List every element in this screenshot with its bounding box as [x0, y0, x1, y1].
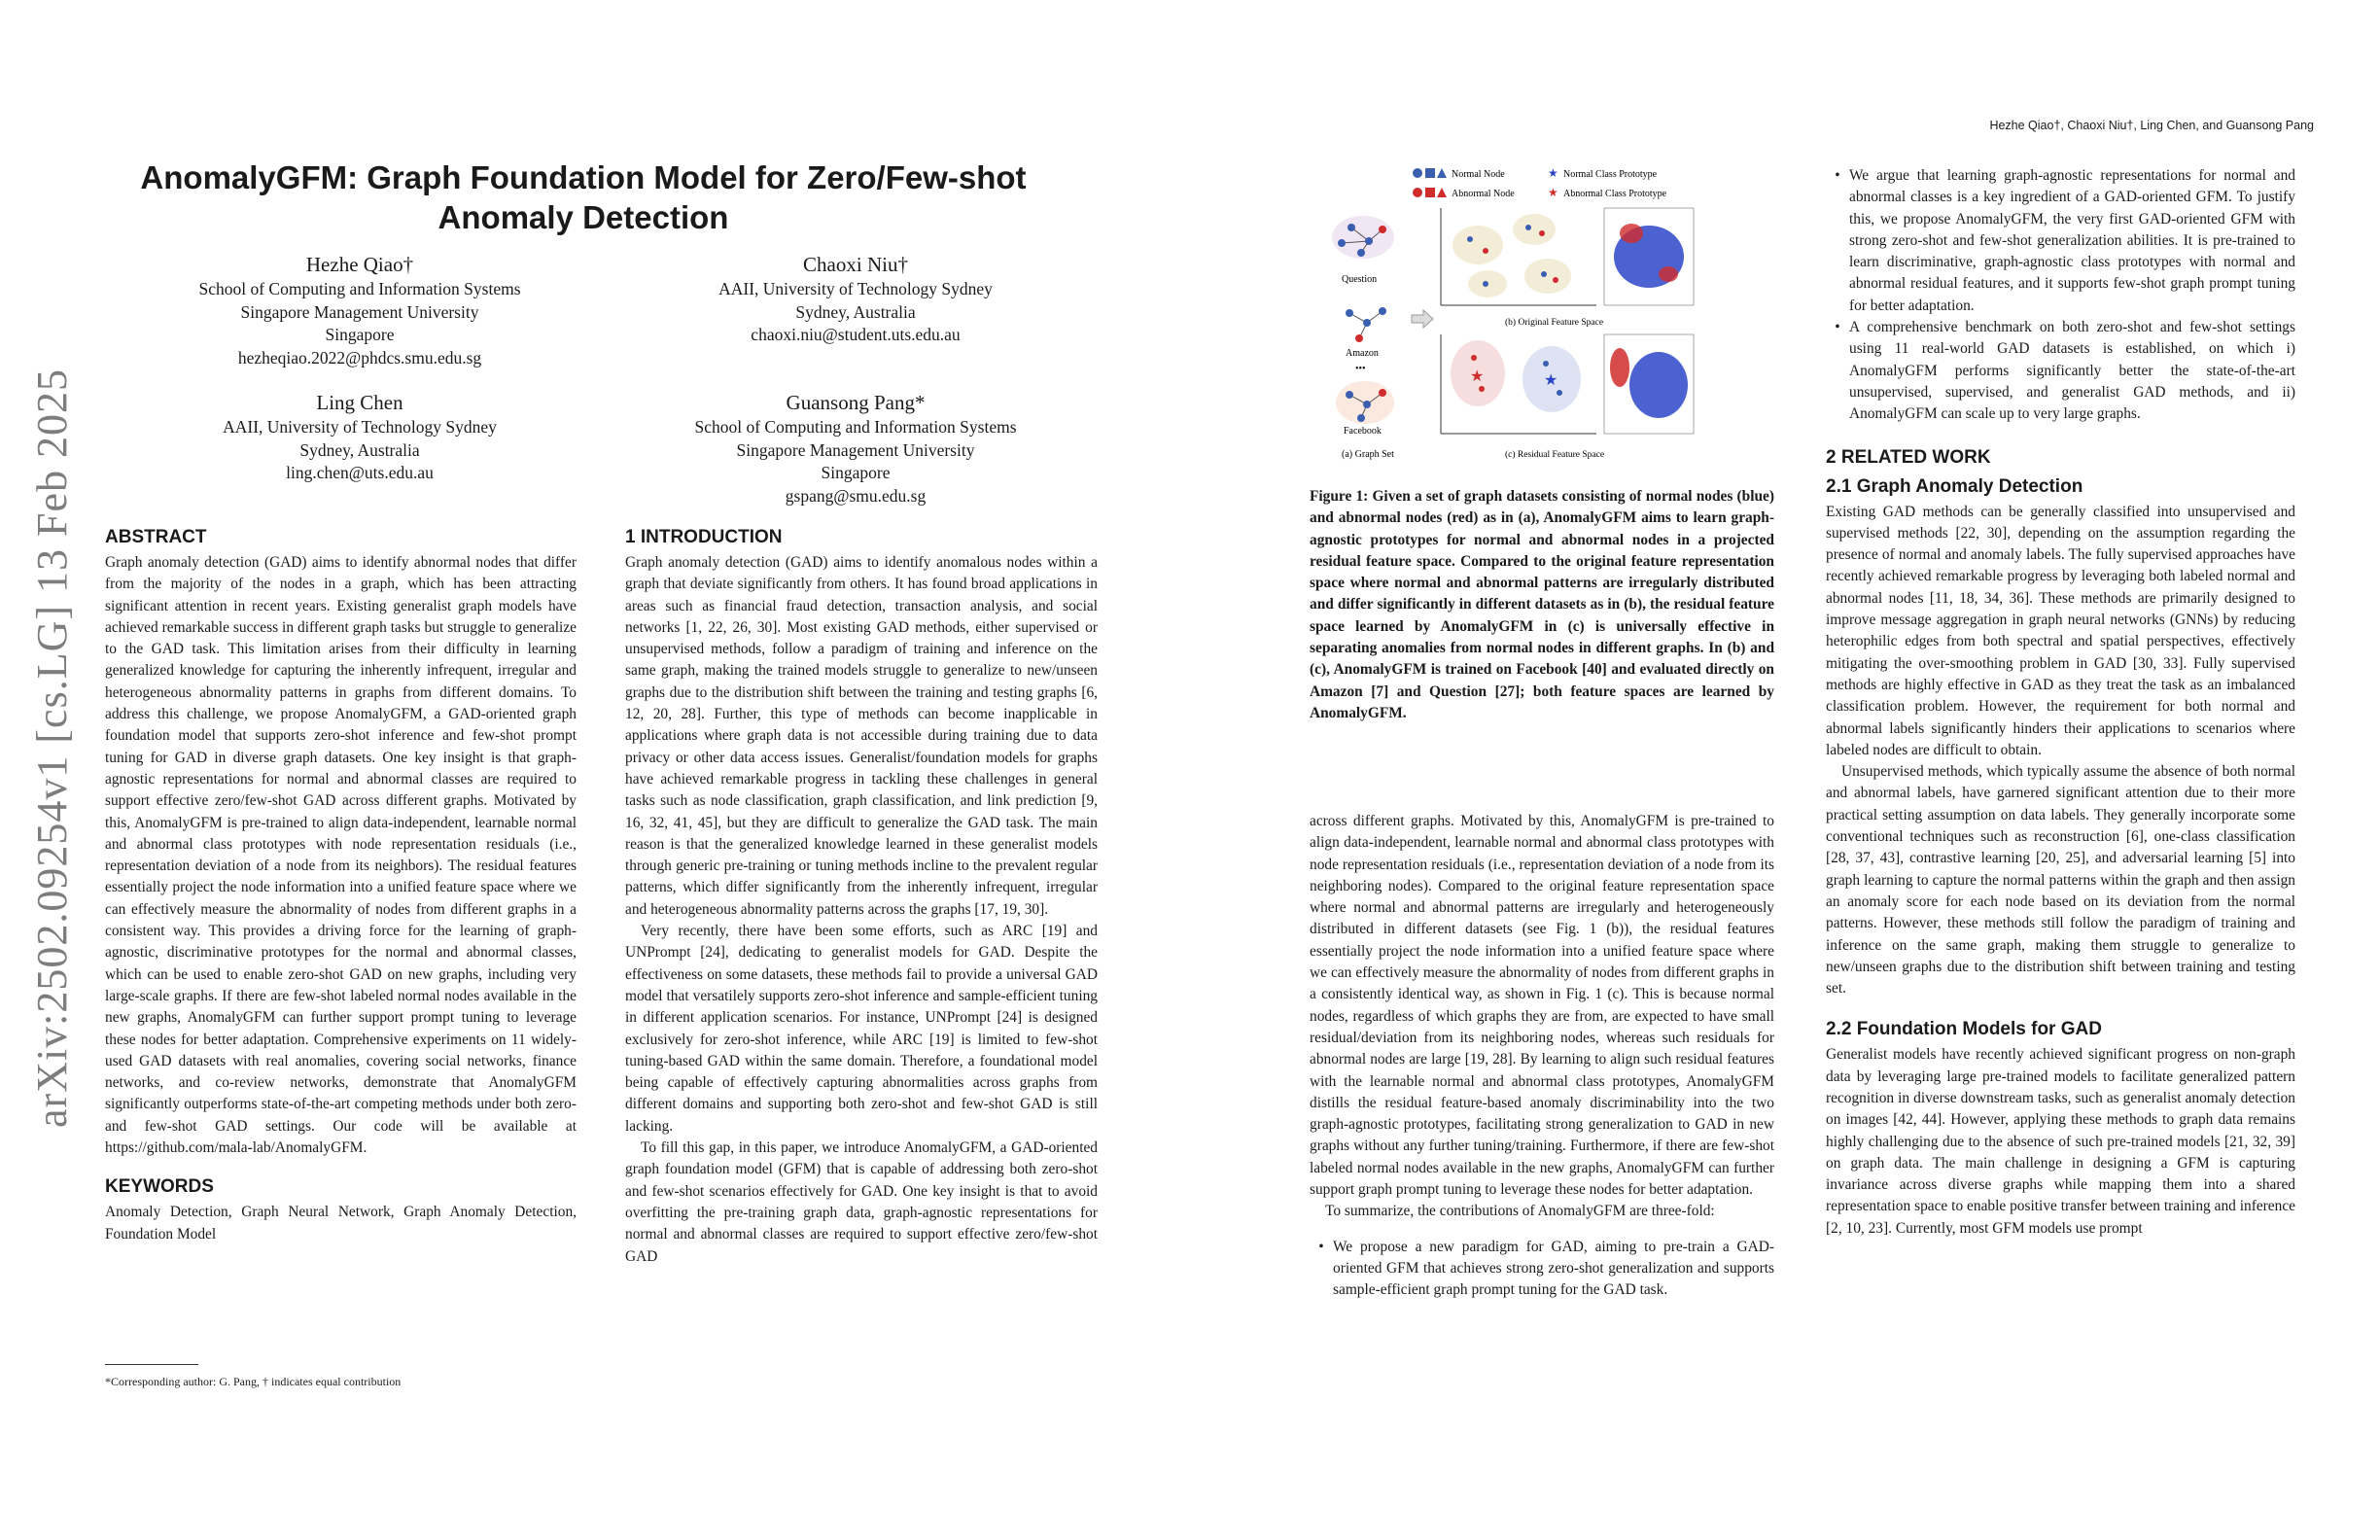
- legend-normal-proto: Normal Class Prototype: [1563, 169, 1658, 180]
- column-3: [1310, 811, 1774, 1302]
- column-1: [105, 525, 577, 1245]
- subfigure-label-a: (a) Graph Set: [1342, 449, 1394, 460]
- dataset-ellipsis: •••: [1355, 364, 1366, 374]
- author-email: gspang@smu.edu.sg: [785, 485, 927, 506]
- contribution-bullet: [1826, 165, 2295, 317]
- abnormal-proto-star-icon: ★: [1548, 186, 1558, 199]
- dataset-label: Amazon: [1346, 348, 1379, 359]
- graph-set-panel: [1332, 216, 1433, 460]
- author-affiliation: Sydney, Australia: [795, 301, 916, 322]
- subfigure-label-c: (c) Residual Feature Space: [1505, 450, 1605, 460]
- intro-paragraph: Graph anomaly detection (GAD) aims to identify anomalous nodes within a graph that deviate significantly from others. It has found broad applications in areas such as financial fraud detection, transaction analysis, and social networks [1, 22, 26, 30]. Most existing GAD methods, either supervised or unsupervised methods, follow a paradigm of training and inference on the same graph, making the trained models struggle to generalize to new/unseen graphs due to the distribution shift between the training and testing graphs [6, 12, 20, 28]. Further, this type of methods can become inapplicable in applications where graph data is not accessible during training due to data privacy or other data access issues. Generalist/foundation models for graphs have achieved remarkable progress in tackling these challenges in general tasks such as node classification, graph classification, and link prediction [9, 16, 32, 41, 45], but they are difficult to generalize the GAD task. The main reason is that the generalized knowledge learned in these generalist models through generic pre-training or tuning methods incline to the prevalent regular patterns, which differ significantly from the inherently infrequent, irregular and heterogeneous abnormality patterns across the graphs [17, 19, 30].: [625, 554, 1098, 918]
- author-affiliation: School of Computing and Information Systems: [198, 279, 521, 298]
- normal-proto-star-icon: ★: [1548, 166, 1558, 180]
- body-paragraph: Existing GAD methods can be generally classified into unsupervised and supervised methods [22, 30], depending on the assumption regarding the presence of normal and anomaly labels. The fully supervised approaches have recently achieved remarkable progress by leveraging both labeled normal and abnormal nodes [11, 18, 34, 36]. These methods are primarily designed to improve message aggregation in graph neural networks (GNNs) by reducing heterophilic edges from both spectral and spatial perspectives, effectively mitigating the over-smoothing problem in GAD [30, 33]. Fully supervised methods are highly effective in GAD as they treat the task as an imbalanced classification problem. However, the requirement for both normal and abnormal labels significantly hinders their applications to scenarios where labeled nodes are difficult to obtain.: [1826, 503, 2295, 758]
- bullet-dot-icon: •: [1835, 319, 1840, 336]
- normal-proto-star-icon: ★: [1544, 372, 1558, 389]
- original-feature-space-panel: [1441, 208, 1694, 328]
- bullet-dot-icon: •: [1318, 1238, 1324, 1255]
- residual-feature-space-panel: [1441, 334, 1694, 460]
- intro-paragraph: Very recently, there have been some efforts, such as ARC [19] and UNPrompt [24], dedicating to generalist models for GAD. Despite the effectiveness on some datasets, these methods fail to provide a universal GAD model that versatilely supports zero-shot inference and sample-efficient tuning in different application scenarios. For instance, UNPrompt [24] is designed exclusively for zero-shot inference, while ARC [19] is limited to few-shot tuning-based GAD within the same domain. Therefore, a foundational model being capable of effectively capturing abnormalities across graphs from different domains and supporting both zero-shot and few-shot GAD is still lacking.: [625, 923, 1098, 1135]
- keywords-heading: KEYWORDS: [105, 1176, 214, 1198]
- figure-caption: Figure 1: Given a set of graph datasets consisting of normal nodes (blue) and abnormal nodes (red) as in (a), AnomalyGFM aims to learn graph-agnostic prototypes for normal and abnormal nodes in a projected residual feature space. Compared to the original feature representation space where normal and abnormal patterns are irregularly distributed and differ significantly in different datasets as in (b), the residual feature space learned by AnomalyGFM in (c) is universally effective in separating anomalies from normal nodes in different graphs. In (b) and (c), AnomalyGFM is trained on Facebook [40] and evaluated directly on Amazon [7] and Question [27]; both feature spaces are learned by AnomalyGFM.: [1310, 488, 1774, 721]
- running-head: Hezhe Qiao†, Chaoxi Niu†, Ling Chen, and Guansong Pang: [1989, 119, 2314, 132]
- dataset-label: Question: [1342, 274, 1378, 285]
- contribution-bullet: [1310, 1237, 1774, 1302]
- bullet-dot-icon: •: [1835, 167, 1840, 184]
- subsection-heading: 2.2 Foundation Models for GAD: [1826, 1019, 2102, 1040]
- author-name: Hezhe Qiao†: [305, 253, 414, 276]
- body-paragraph: Generalist models have recently achieved significant progress on non-graph data by leveraging large pre-trained models to facilitate generalized pattern recognition in diverse downstream tasks, such as generalist anomaly detection on images [42, 44]. However, applying these methods to graph data remains highly challenging due to the absence of such pre-trained models [21, 32, 39] on graph data. The main challenge in designing a GFM is capturing invariance across diverse graphs while mapping them into a shared representation space to enable positive transfer between training and inference [2, 10, 23]. Currently, most GFM models use prompt: [1826, 1046, 2295, 1237]
- related-work-heading: 2 RELATED WORK: [1826, 446, 1991, 468]
- author-affiliation: School of Computing and Information Systems: [694, 417, 1017, 437]
- body-paragraph: Unsupervised methods, which typically assume the absence of both normal and abnormal labels, have garnered significant attention due to their more practical setting assumption on data labels. They generally incorporate some conventional techniques such as reconstruction [6], one-class classification [28, 37, 43], contrastive learning [20, 25], and adversarial learning [5] into graph learning to capture the normal patterns within the graph and then assign an anomaly score for each node based on its deviation from the normal patterns. However, these methods still follow the paradigm of training and inference on the same graph, making them struggle to generalize to new/unseen graphs due to the distribution shift between training and testing set.: [1826, 763, 2295, 998]
- abnormal-proto-star-icon: ★: [1470, 368, 1485, 385]
- keywords-text: Anomaly Detection, Graph Neural Network, Graph Anomaly Detection, Foundation Model: [105, 1204, 577, 1242]
- figure-1: [1322, 159, 1769, 480]
- dataset-label: Facebook: [1344, 426, 1382, 437]
- column-2: [625, 525, 1098, 1268]
- author-affiliation: Singapore: [821, 463, 891, 482]
- body-paragraph: across different graphs. Motivated by this, AnomalyGFM is pre-trained to align data-independent, learnable normal and abnormal class prototypes with node representation residuals (i.e., representation deviation of a node from its neighboring nodes). Compared to the original feature representation space where normal and abnormal patterns are irregularly and heterogeneously distributed in different datasets (see Fig. 1 (b)), the residual features essentially project the node information into a unified feature space where we can effectively measure the abnormality of nodes from different graphs in a consistently identical way, as shown in Fig. 1 (c). This is because normal nodes, regardless of which graphs they are from, are expected to have small residual/deviation from its neighboring nodes, whereas such residuals for abnormal nodes are large [19, 28]. By learning to align such residual features with the learnable normal and abnormal class prototypes, AnomalyGFM distills the residual feature-based anomaly discriminability into the two graph-agnostic prototypes, facilitating strong generalization to GAD in new graphs without any further tuning/training. Furthermore, if there are few-shot labeled normal nodes available in the new graphs, AnomalyGFM can further support graph prompt tuning to leverage these nodes for better adaptation.: [1310, 813, 1774, 1199]
- legend-abnormal-proto: Abnormal Class Prototype: [1563, 189, 1667, 199]
- author-affiliation: Singapore Management University: [240, 301, 479, 322]
- footnote: *Corresponding author: G. Pang, † indicates equal contribution: [105, 1375, 402, 1388]
- author-affiliation: AAII, University of Technology Sydney: [223, 417, 497, 437]
- author-name: Chaoxi Niu†: [803, 253, 908, 276]
- author-affiliation: Singapore: [325, 325, 395, 344]
- subsection-heading: 2.1 Graph Anomaly Detection: [1826, 475, 2083, 497]
- author-name: Guansong Pang*: [786, 391, 926, 414]
- intro-heading: 1 INTRODUCTION: [625, 527, 783, 547]
- arxiv-stamp: arXiv:2502.09254v1 [cs.LG] 13 Feb 2025: [28, 368, 76, 1128]
- author-email: chaoxi.niu@student.uts.edu.au: [751, 325, 961, 344]
- author-block-3: [146, 389, 574, 485]
- subfigure-label-b: (b) Original Feature Space: [1505, 318, 1604, 328]
- legend-abnormal-node: Abnormal Node: [1452, 189, 1515, 199]
- author-email: ling.chen@uts.edu.au: [286, 463, 434, 482]
- footnote-rule: [105, 1364, 198, 1365]
- author-affiliation: Singapore Management University: [736, 439, 975, 460]
- author-email: hezheqiao.2022@phdcs.smu.edu.sg: [237, 347, 482, 368]
- bullet-text: We argue that learning graph-agnostic representations for normal and abnormal classes is a key ingredient of a GAD-oriented GFM. To justify this, we propose AnomalyGFM, the very first GAD-oriented GFM with strong zero-shot and few-shot generalization abilities. It is pre-trained to learn discriminative, graph-agnostic class prototypes with normal and abnormal residual features, and it supports few-shot graph prompt tuning for better adaptation.: [1849, 167, 2295, 314]
- bullet-text: We propose a new paradigm for GAD, aiming to pre-train a GAD-oriented GFM that achieves strong zero-shot generalization and supports sample-efficient graph prompt tuning for the GAD task.: [1333, 1238, 1774, 1299]
- author-block-2: [642, 251, 1069, 347]
- author-affiliation: AAII, University of Technology Sydney: [718, 279, 993, 298]
- legend-normal-node: Normal Node: [1452, 169, 1505, 180]
- bullet-text: A comprehensive benchmark on both zero-shot and few-shot settings using 11 real-world GAD datasets is established, on which i) AnomalyGFM performs significantly better the state-of-the-art unsupervised, supervised, and generalist GAD methods, and ii) AnomalyGFM can scale up to very large graphs.: [1849, 319, 2295, 423]
- abstract-heading: ABSTRACT: [105, 527, 207, 547]
- column-4: [1826, 165, 2295, 1240]
- author-block-4: [642, 389, 1069, 508]
- author-block-1: [146, 251, 574, 369]
- body-paragraph: To summarize, the contributions of AnomalyGFM are three-fold:: [1325, 1203, 1715, 1220]
- abstract-text: Graph anomaly detection (GAD) aims to identify abnormal nodes that differ from the majority of the nodes in a graph, which has been attracting significant attention in recent years. Existing generalist graph models have achieved remarkable success in different graph tasks but struggle to generalize to the GAD task. This limitation arises from their difficulty in learning generalized knowledge for capturing the inherently infrequent, irregular and heterogeneous abnormality patterns in graphs from different domains. To address this challenge, we propose AnomalyGFM, a GAD-oriented graph foundation model that supports zero-shot inference and few-shot prompt tuning for GAD in diverse graph datasets. One key insight is that graph-agnostic representations for normal and abnormal classes are required to support effective zero/few-shot GAD across different graphs. Motivated by this, AnomalyGFM is pre-trained to align data-independent, learnable normal and abnormal class prototypes with node representation residuals (i.e., representation deviation of a node from its neighbors). The residual features essentially project the node information into a unified feature space where we can effectively measure the abnormality of nodes from different graphs in a consistent way. This provides a driving force for the learning of graph-agnostic, discriminative prototypes for the normal and abnormal classes, which can be used to enable zero-shot GAD on new graphs, including very large-scale graphs. If there are few-shot labeled normal nodes available in the new graphs, AnomalyGFM can further support prompt tuning to leverage these nodes for better adaptation. Comprehensive experiments on 11 widely-used GAD datasets with real anomalies, covering social networks, finance networks, and co-review networks, demonstrate that AnomalyGFM significantly outperforms state-of-the-art competing methods under both zero- and few-shot GAD settings. Our code will be available at https://github.com/mala-lab/AnomalyGFM.: [105, 554, 577, 1157]
- contribution-bullet: [1826, 317, 2295, 425]
- figure-legend: [1413, 166, 1667, 199]
- intro-paragraph: To fill this gap, in this paper, we introduce AnomalyGFM, a GAD-oriented graph foundation model (GFM) that is capable of addressing both zero-shot and few-shot scenarios effectively for GAD. One key insight is that to avoid overfitting the pre-training graph data, graph-agnostic representations for normal and abnormal classes are required to support effective zero/few-shot GAD: [625, 1139, 1098, 1265]
- author-affiliation: Sydney, Australia: [299, 439, 420, 460]
- author-name: Ling Chen: [316, 391, 403, 414]
- paper-title: AnomalyGFM: Graph Foundation Model for Zero/Few-shot Anomaly Detection: [140, 159, 1027, 235]
